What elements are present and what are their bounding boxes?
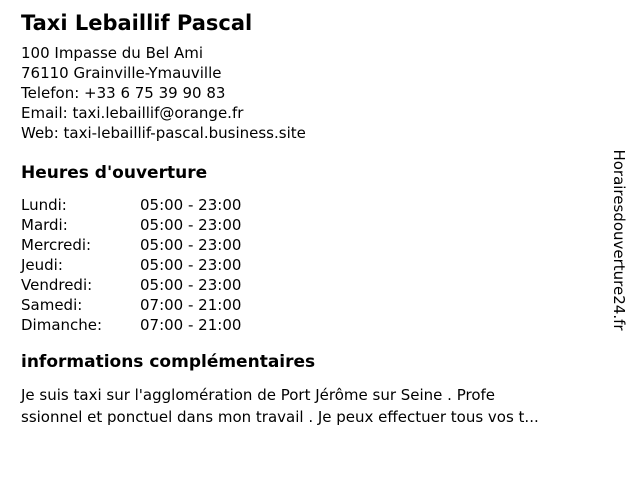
hours-row-wednesday: [21, 235, 241, 255]
day-label: Mardi:: [21, 216, 68, 234]
time-value: 07:00 - 21:00: [140, 296, 242, 314]
hours-row-saturday: [21, 295, 241, 315]
hours-row-sunday: [21, 315, 241, 335]
hours-row-monday: [21, 195, 241, 215]
day-label: Mercredi:: [21, 236, 92, 254]
opening-hours-table: [21, 195, 241, 335]
time-value: 05:00 - 23:00: [140, 216, 242, 234]
hours-row-tuesday: [21, 215, 241, 235]
time-value: 05:00 - 23:00: [140, 256, 242, 274]
opening-hours-heading: Heures d'ouverture: [21, 163, 208, 183]
email-line: Email: taxi.lebaillif@orange.fr: [21, 104, 244, 122]
time-value: 07:00 - 21:00: [140, 316, 242, 334]
address-line-1: 100 Impasse du Bel Ami: [21, 44, 204, 62]
hours-row-friday: [21, 275, 241, 295]
additional-info-heading: informations complémentaires: [21, 352, 316, 372]
description-line-2: ssionnel et ponctuel dans mon travail . Je peux effectuer tous vos t...: [21, 408, 539, 426]
site-watermark: Horairesdouverture24.fr: [610, 149, 628, 331]
description-line-1: Je suis taxi sur l'agglomération de Port Jérôme sur Seine . Profe: [21, 386, 496, 404]
day-label: Jeudi:: [21, 256, 63, 274]
time-value: 05:00 - 23:00: [140, 276, 242, 294]
phone-line: Telefon: +33 6 75 39 90 83: [21, 84, 226, 102]
time-value: 05:00 - 23:00: [140, 236, 242, 254]
page-title: Taxi Lebaillif Pascal: [21, 11, 253, 35]
day-label: Lundi:: [21, 196, 67, 214]
website-line: Web: taxi-lebaillif-pascal.business.site: [21, 124, 306, 142]
contact-block: [21, 43, 306, 143]
hours-row-thursday: [21, 255, 241, 275]
address-line-2: 76110 Grainville-Ymauville: [21, 64, 222, 82]
time-value: 05:00 - 23:00: [140, 196, 242, 214]
day-label: Samedi:: [21, 296, 83, 314]
day-label: Vendredi:: [21, 276, 93, 294]
business-description: [21, 384, 539, 428]
day-label: Dimanche:: [21, 316, 103, 334]
